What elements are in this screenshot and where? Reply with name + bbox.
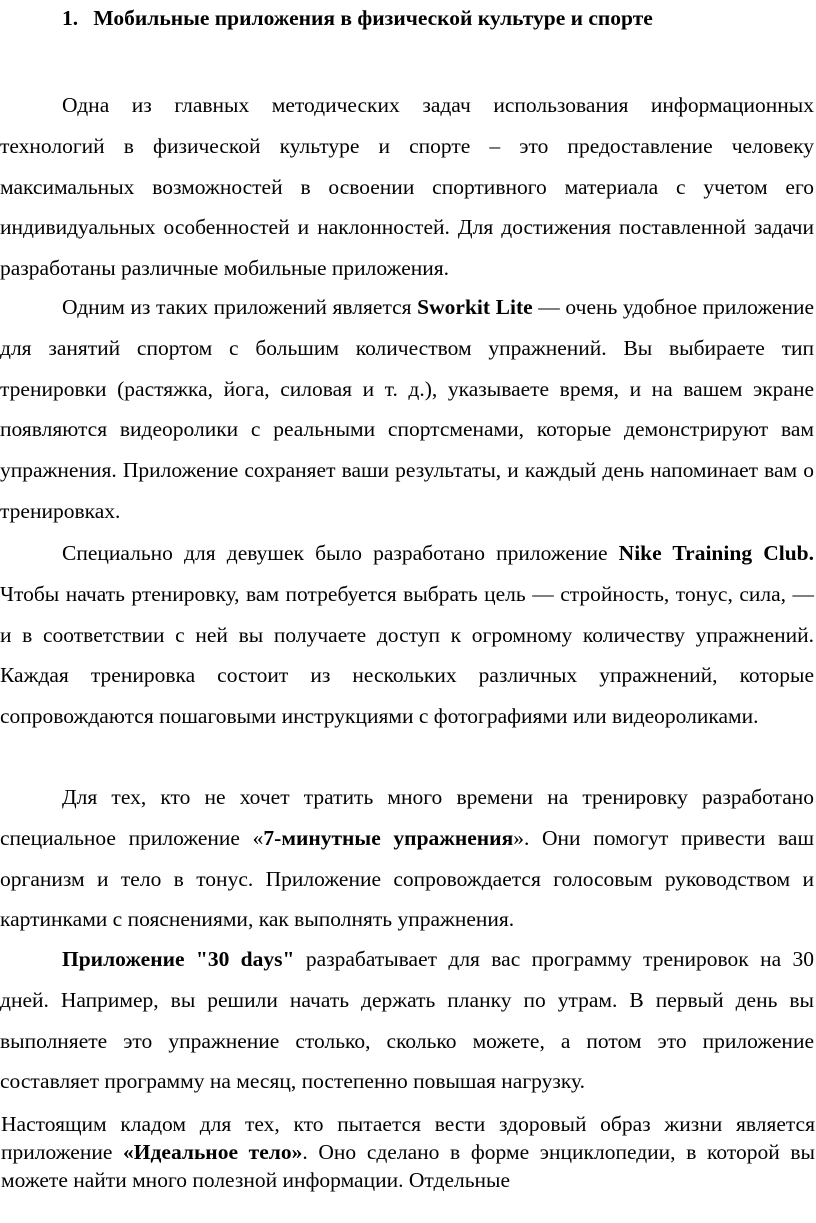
app-name-30days: Приложение "30 days" (62, 947, 295, 971)
paragraph-sworkit (0, 287, 814, 532)
paragraph-text-after: ». Они помогут привести ваш организм и тело в тонус. Приложение сопровождается голосовым руководством и картинками с пояснениями, как выполнять упражнения. (0, 825, 815, 932)
paragraph-text-before: Для тех, кто не хочет тратить много времени на тренировку разработано специальное приложение « (0, 785, 814, 850)
app-name-7min: 7-минутные упражнения (263, 825, 514, 850)
paragraph-text-before: Настоящим кладом для тех, кто пытается вести здоровый образ жизни является приложение (1, 1112, 815, 1164)
app-name-ideal-body: «Идеальное тело» (123, 1140, 303, 1164)
paragraph-intro (0, 85, 814, 289)
paragraph-text-after: Чтобы начать ртенировку, вам потребуется выбрать цель — стройность, тонус, сила, — и в соответствии с ней вы получаете доступ к огромному количеству упражнений. Каждая тренировка состоит из нескольких различных упражнений, которые сопровождаются пошаговыми инструкциями с фотографиями или видеороликами. (0, 581, 814, 729)
paragraph-text-before: Специально для девушек было разработано приложение (62, 541, 619, 565)
paragraph-30days (0, 939, 814, 1102)
paragraph-text: Одна из главных методических задач использования информационных технологий в физической культуре и спорте – это предоставление человеку максимальных возможностей в освоении спортивного материала с учетом его индивидуальных особенностей и наклонностей. Для достижения поставленной задачи разработаны различные мобильные приложения. (0, 93, 814, 281)
app-name-sworkit: Sworkit Lite (417, 295, 533, 319)
paragraph-ideal-body (1, 1110, 815, 1194)
paragraph-text-before: Одним из таких приложений является (62, 295, 418, 319)
paragraph-text-after: разрабатывает для вас программу тренировок на 30 дней. Например, вы решили начать держать планку по утрам. В первый день вы выполняете это упражнение столько, сколько можете, а потом это приложение составляет программу на месяц, постепенно повышая нагрузку. (0, 947, 814, 1094)
heading-number: 1. (62, 6, 79, 30)
paragraph-text-after: — очень удобное приложение для занятий спортом с большим количеством упражнений. Вы выбираете тип тренировки (растяжка, йога, силовая и т. д.), указываете время, и на вашем экране появляются видеоролики с реальными спортсменами, которые демонстрируют вам упражнения. Приложение сохраняет ваши результаты, и каждый день напоминает вам о тренировках. (0, 295, 815, 523)
paragraph-7min (0, 777, 814, 940)
paragraph-text-after: . Оно сделано в форме энциклопедии, в которой вы можете найти много полезной информации. Отдельные (1, 1140, 816, 1192)
section-heading (62, 2, 653, 34)
heading-title: Мобильные приложения в физической культуре и спорте (93, 6, 653, 30)
paragraph-nike (0, 533, 814, 737)
app-name-nike: Nike Training Club. (618, 541, 814, 565)
